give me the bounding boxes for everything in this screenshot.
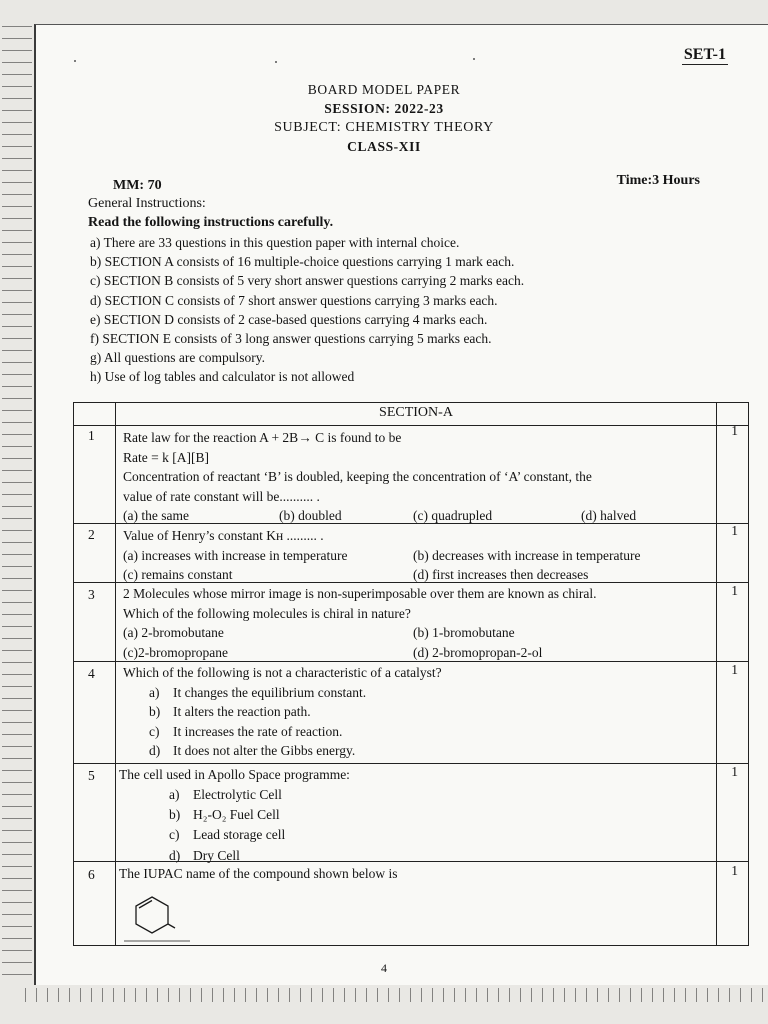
instructions-list bbox=[90, 233, 690, 387]
option: (c) remains constant bbox=[123, 567, 233, 582]
question-line: Rate = k [A][B] bbox=[123, 449, 209, 465]
options-row bbox=[123, 623, 718, 643]
option: (c)2-bromopropane bbox=[123, 644, 228, 660]
questions-table bbox=[73, 402, 749, 946]
question-line: Value of Henry’s constant Kʜ ......... . bbox=[123, 528, 324, 543]
instruction-item: g) All questions are compulsory. bbox=[90, 350, 265, 366]
class: CLASS-XII bbox=[347, 139, 421, 154]
instructions-heading: General Instructions: bbox=[88, 196, 206, 211]
question-number: 5 bbox=[88, 768, 95, 783]
option: (a) increases with increase in temperature bbox=[123, 547, 348, 563]
option: (a) the same bbox=[123, 508, 189, 523]
column-divider bbox=[115, 403, 116, 945]
option: (a) 2-bromobutane bbox=[123, 625, 224, 640]
instruction-item: d) SECTION C consists of 7 short answer questions carrying 3 marks each. bbox=[90, 292, 498, 308]
option: c) It increases the rate of reaction. bbox=[149, 723, 343, 739]
spiral-binding-left bbox=[2, 20, 32, 980]
question-5 bbox=[119, 765, 718, 866]
question-number: 6 bbox=[88, 867, 95, 882]
instruction-item: f) SECTION E consists of 3 long answer questions carrying 5 marks each. bbox=[90, 331, 492, 347]
instructions-read-note: Read the following instructions carefully. bbox=[88, 215, 334, 230]
question-marks: 1 bbox=[731, 863, 738, 878]
subject: SUBJECT: CHEMISTRY THEORY bbox=[274, 120, 494, 135]
question-marks: 1 bbox=[731, 423, 738, 438]
instruction-item: h) Use of log tables and calculator is not allowed bbox=[90, 369, 355, 385]
session: SESSION: 2022-23 bbox=[324, 101, 444, 116]
question-line: The cell used in Apollo Space programme: bbox=[119, 767, 350, 782]
option: b) H₂-O₂ Fuel Cell bbox=[169, 806, 280, 822]
instruction-item: a) There are 33 questions in this question paper with internal choice. bbox=[90, 235, 460, 250]
option: a) Electrolytic Cell bbox=[169, 786, 282, 802]
row-divider bbox=[74, 763, 748, 764]
question-1 bbox=[123, 428, 718, 526]
question-4 bbox=[123, 663, 718, 761]
page-number: 4 bbox=[381, 961, 387, 975]
option: (b) 1-bromobutane bbox=[413, 625, 515, 640]
question-3 bbox=[123, 584, 718, 662]
question-marks: 1 bbox=[731, 523, 738, 538]
option: b) It alters the reaction path. bbox=[149, 704, 311, 719]
option: (d) halved bbox=[581, 508, 637, 523]
instruction-item: b) SECTION A consists of 16 multiple-choice questions carrying 1 mark each. bbox=[90, 254, 515, 270]
time-allowed: Time:3 Hours bbox=[616, 173, 700, 188]
question-number: 1 bbox=[88, 428, 95, 443]
set-label: SET-1 bbox=[683, 46, 726, 63]
row-divider bbox=[74, 425, 748, 426]
option: (b) decreases with increase in temperature bbox=[413, 547, 641, 563]
question-6 bbox=[119, 864, 718, 884]
option: (b) doubled bbox=[279, 508, 342, 523]
question-line: value of rate constant will be.......... . bbox=[123, 488, 320, 504]
option: d) It does not alter the Gibbs energy. bbox=[149, 743, 356, 758]
options-row bbox=[123, 506, 718, 526]
spiral-binding-bottom bbox=[20, 988, 768, 1002]
question-number: 2 bbox=[88, 527, 95, 542]
option: c) Lead storage cell bbox=[169, 827, 286, 843]
paper-title: BOARD MODEL PAPER bbox=[307, 82, 461, 97]
instruction-item: e) SECTION D consists of 2 case-based questions carrying 4 marks each. bbox=[90, 311, 488, 327]
option: a) It changes the equilibrium constant. bbox=[149, 684, 367, 700]
question-line: The IUPAC name of the compound shown below is bbox=[119, 866, 398, 881]
option: (d) 2-bromopropan-2-ol bbox=[413, 644, 543, 660]
question-line: Concentration of reactant ‘B’ is doubled, keeping the concentration of ‘A’ constant, the bbox=[123, 469, 592, 484]
option: (c) quadrupled bbox=[413, 508, 493, 523]
option: (d) first increases then decreases bbox=[413, 567, 589, 582]
options-row bbox=[123, 546, 718, 566]
question-line: Rate law for the reaction A + 2B→ C is found to be bbox=[123, 430, 402, 445]
section-title: SECTION-A bbox=[379, 405, 453, 420]
options-row bbox=[123, 565, 718, 585]
question-number: 4 bbox=[88, 666, 95, 681]
question-number: 3 bbox=[88, 587, 95, 602]
question-marks: 1 bbox=[731, 764, 738, 779]
instruction-item: c) SECTION B consists of 5 very short answer questions carrying 2 marks each. bbox=[90, 273, 525, 289]
cyclohexene-structure-diagram bbox=[124, 891, 194, 943]
option: d) Dry Cell bbox=[169, 847, 240, 863]
max-marks: MM: 70 bbox=[113, 178, 162, 193]
question-marks: 1 bbox=[731, 583, 738, 598]
question-marks: 1 bbox=[731, 662, 738, 677]
options-list bbox=[123, 683, 718, 761]
question-line: 2 Molecules whose mirror image is non-superimposable over them are known as chiral. bbox=[123, 586, 597, 601]
paper-header bbox=[0, 80, 768, 156]
question-line: Which of the following is not a characteristic of a catalyst? bbox=[123, 665, 442, 680]
question-line: Which of the following molecules is chiral in nature? bbox=[123, 605, 411, 621]
options-list bbox=[119, 785, 718, 867]
options-row bbox=[123, 643, 718, 663]
question-2 bbox=[123, 526, 718, 585]
